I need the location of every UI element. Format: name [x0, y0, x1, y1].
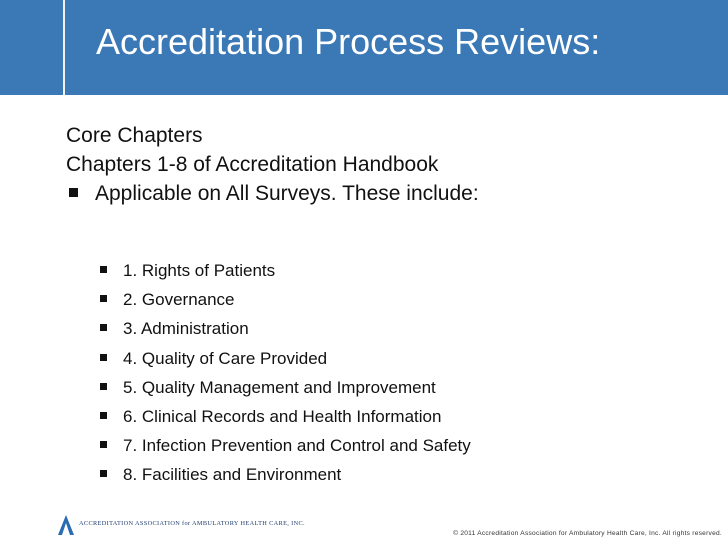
chapter-label: 5. Quality Management and Improvement	[123, 377, 436, 397]
chapter-label: 1. Rights of Patients	[123, 261, 276, 280]
list-item	[66, 460, 471, 489]
slide-title: Accreditation Process Reviews:	[96, 21, 601, 62]
chapter-label: 7. Infection Prevention and Control and Safety	[123, 436, 471, 456]
square-bullet-icon	[100, 354, 107, 361]
triangle-logo-icon	[57, 514, 75, 536]
list-item	[66, 431, 471, 460]
chapter-label: 8. Facilities and Environment	[123, 465, 342, 485]
slide-body	[66, 121, 479, 208]
heading-core-chapters: Core Chapters	[66, 124, 203, 147]
square-bullet-icon	[100, 441, 107, 448]
list-item	[66, 314, 471, 343]
list-item	[66, 285, 471, 314]
title-accent-line	[63, 0, 65, 95]
chapter-label: 2. Governance	[123, 290, 235, 310]
square-bullet-icon	[100, 470, 107, 477]
chapter-label: 4. Quality of Care Provided	[123, 348, 328, 368]
square-bullet-icon	[100, 266, 107, 273]
copyright-notice: © 2011 Accreditation Association for Ambulatory Health Care, Inc. All rights reserved.	[453, 530, 722, 537]
list-item	[66, 373, 471, 402]
title-bar	[0, 0, 728, 95]
square-bullet-icon	[100, 324, 107, 331]
chapter-list	[66, 256, 471, 490]
square-bullet-icon	[100, 383, 107, 390]
square-bullet-icon	[100, 295, 107, 302]
square-bullet-icon	[100, 412, 107, 419]
list-item	[66, 402, 471, 431]
bullet-applicable	[66, 179, 479, 208]
list-item	[66, 344, 471, 373]
square-bullet-icon	[69, 188, 78, 197]
list-item	[66, 256, 471, 285]
organization-name: ACCREDITATION ASSOCIATION for AMBULATORY HEALTH CARE, INC.	[79, 520, 305, 527]
chapter-label: 3. Administration	[123, 319, 249, 339]
heading-handbook-chapters: Chapters 1-8 of Accreditation Handbook	[66, 153, 439, 176]
chapter-label: 6. Clinical Records and Health Information	[123, 406, 442, 426]
bullet-text: Applicable on All Surveys. These include:	[95, 182, 479, 205]
